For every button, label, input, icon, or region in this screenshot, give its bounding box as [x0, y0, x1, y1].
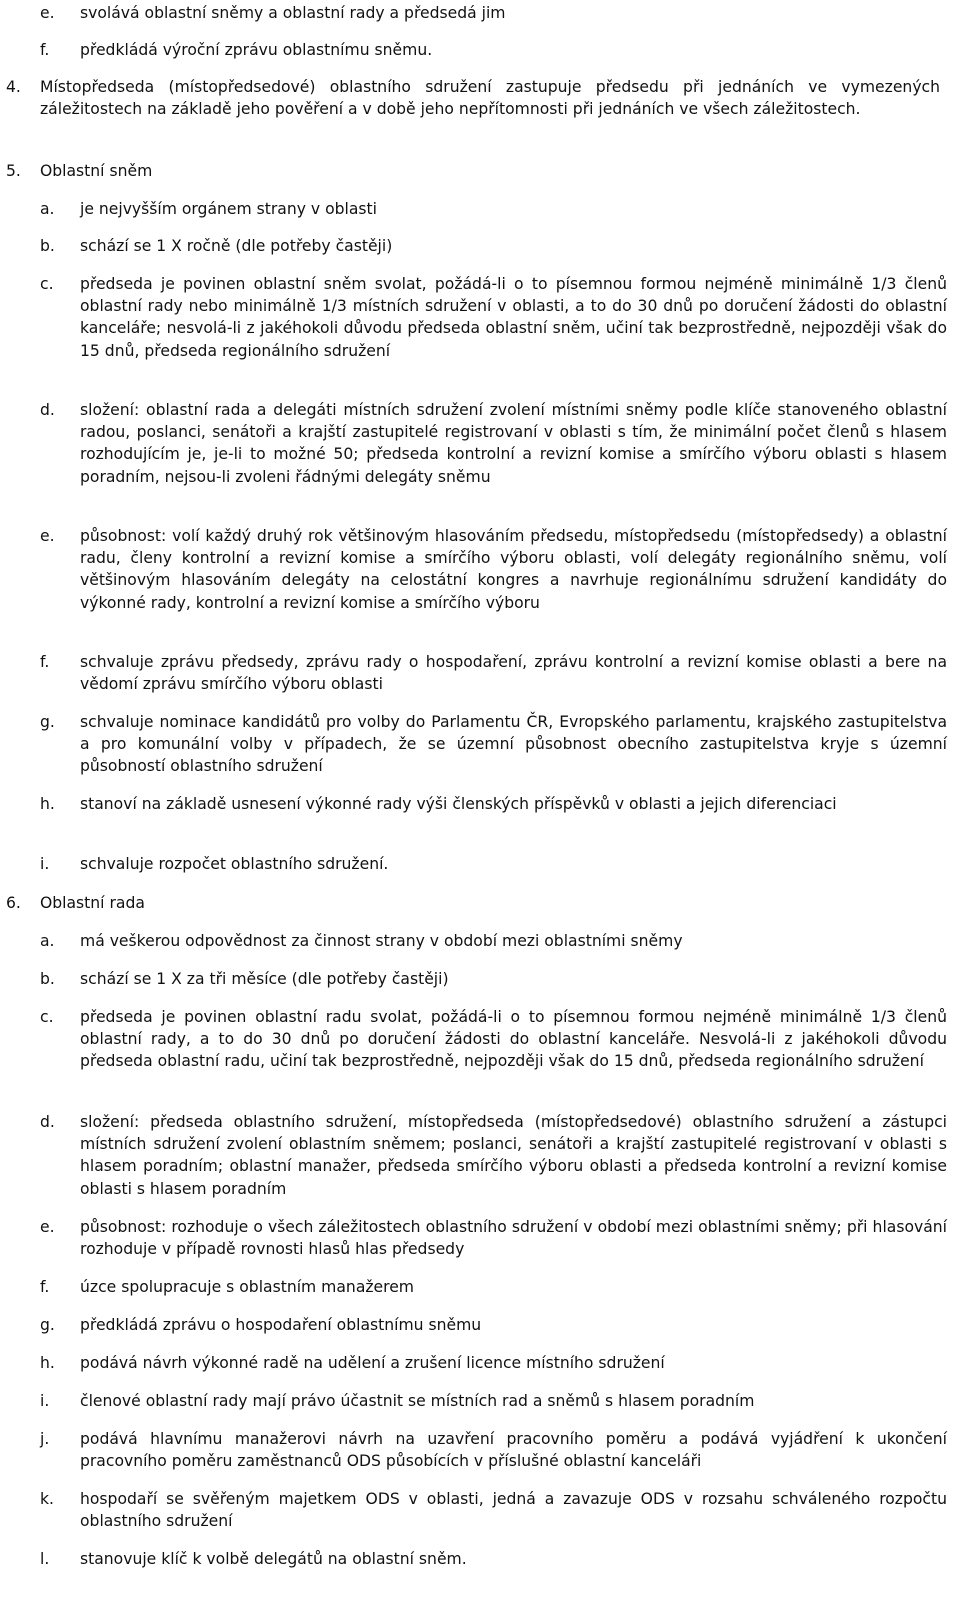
item-text: podává hlavnímu manažerovi návrh na uzavření pracovního poměru a podává vyjádření k ukončení pracovního poměru zaměstnanců ODS působících v příslušné oblastní kanceláři — [80, 1430, 947, 1471]
item-label: f. — [40, 1278, 50, 1296]
item-text: úzce spolupracuje s oblastním manažerem — [80, 1278, 415, 1296]
item-label: d. — [40, 401, 55, 419]
item-text: stanoví na základě usnesení výkonné rady výši členských příspěvků v oblasti a jejich diferenciaci — [80, 795, 837, 813]
item-label: c. — [40, 1008, 54, 1026]
item-text: schází se 1 X ročně (dle potřeby častěji) — [80, 237, 393, 255]
item-text: členové oblastní rady mají právo účastnit se místních rad a sněmů s hlasem poradním — [80, 1392, 755, 1410]
item-text: svolává oblastní sněmy a oblastní rady a předsedá jim — [80, 4, 506, 22]
item-text: předseda je povinen oblastní sněm svolat, požádá-li o to písemnou formou nejméně minimálně 1/3 členů oblastní rady nebo minimálně 1/3 místních sdružení v oblasti, a to do 30 dnů po doručení žádosti do oblastní kanceláře; nesvolá-li z jakéhokoli důvodu předseda oblastní sněm, učiní tak bezprostředně, nejpozději však do 15 dnů, předseda regionálního sdružení — [80, 275, 947, 360]
item-text: podává návrh výkonné radě na udělení a zrušení licence místního sdružení — [80, 1354, 665, 1372]
item-label: a. — [40, 932, 55, 950]
item-label: l. — [40, 1550, 50, 1568]
point-number: 6. — [6, 894, 21, 912]
section-title-oblastni-snem: Oblastní sněm — [40, 162, 153, 180]
item-label: c. — [40, 275, 54, 293]
item-label: e. — [40, 527, 55, 545]
item-text: předkládá zprávu o hospodaření oblastnímu sněmu — [80, 1316, 482, 1334]
item-text: schvaluje zprávu předsedy, zprávu rady o hospodaření, zprávu kontrolní a revizní komise oblasti a bere na vědomí zprávu smírčího výboru oblasti — [80, 653, 947, 694]
item-label: b. — [40, 237, 55, 255]
item-text: schází se 1 X za tři měsíce (dle potřeby častěji) — [80, 970, 449, 988]
item-text: stanovuje klíč k volbě delegátů na oblastní sněm. — [80, 1550, 467, 1568]
item-label: h. — [40, 795, 55, 813]
item-label: g. — [40, 713, 55, 731]
item-label: b. — [40, 970, 55, 988]
item-label: e. — [40, 4, 55, 22]
item-label: j. — [40, 1430, 50, 1448]
item-text: předkládá výroční zprávu oblastnímu sněmu. — [80, 41, 433, 59]
item-label: a. — [40, 200, 55, 218]
item-text: je nejvyšším orgánem strany v oblasti — [80, 200, 377, 218]
point-4-text: Místopředseda (místopředsedové) oblastního sdružení zastupuje předsedu při jednáních ve vymezených záležitostech na základě jeho pověření a v době jeho nepřítomnosti při jednáních ve všech záležitostech. — [40, 78, 940, 119]
item-label: d. — [40, 1113, 55, 1131]
point-number: 4. — [6, 78, 21, 96]
item-label: k. — [40, 1490, 54, 1508]
item-label: f. — [40, 41, 50, 59]
item-text: působnost: volí každý druhý rok většinovým hlasováním předsedu, místopředsedu (místopředsedy) a oblastní radu, členy kontrolní a revizní komise a smírčího výboru oblasti, volí delegáty regionálního sněmu, volí většinovým hlasováním delegáty na celostátní kongres a navrhuje regionálnímu sdružení kandidáty do výkonné rady, kontrolní a revizní komise a smírčího výboru — [80, 527, 947, 612]
item-text: předseda je povinen oblastní radu svolat, požádá-li o to písemnou formou nejméně minimálně 1/3 členů oblastní rady, a to do 30 dnů po doručení žádosti do oblastní kanceláře. Nesvolá-li z jakéhokoli důvodu předseda oblastní radu, učiní tak bezprostředně, nejpozději však do 15 dnů, předseda regionálního sdružení — [80, 1008, 947, 1071]
point-number: 5. — [6, 162, 21, 180]
item-label: e. — [40, 1218, 55, 1236]
item-label: g. — [40, 1316, 55, 1334]
item-text: složení: předseda oblastního sdružení, místopředseda (místopředsedové) oblastního sdružení a zástupci místních sdružení zvolení oblastním sněmem; poslanci, senátoři a krajští zastupitelé registrovaní v oblasti s hlasem poradním; oblastní manažer, předseda smírčího výboru oblasti a předseda kontrolní a revizní komise oblasti s hlasem poradním — [80, 1113, 947, 1198]
item-text: působnost: rozhoduje o všech záležitostech oblastního sdružení v období mezi oblastními sněmy; při hlasování rozhoduje v případě rovnosti hlasů hlas předsedy — [80, 1218, 947, 1259]
item-text: schvaluje nominace kandidátů pro volby do Parlamentu ČR, Evropského parlamentu, krajského zastupitelstva a pro komunální volby v případech, že se územní působnost obecního zastupitelstva kryje s územní působností oblastního sdružení — [80, 713, 947, 776]
section-title-oblastni-rada: Oblastní rada — [40, 894, 145, 912]
item-label: h. — [40, 1354, 55, 1372]
item-label: f. — [40, 653, 50, 671]
item-label: i. — [40, 1392, 50, 1410]
item-text: hospodaří se svěřeným majetkem ODS v oblasti, jedná a zavazuje ODS v rozsahu schváleného rozpočtu oblastního sdružení — [80, 1490, 947, 1531]
item-label: i. — [40, 855, 50, 873]
item-text: složení: oblastní rada a delegáti místních sdružení zvolení místními sněmy podle klíče stanoveného oblastní radou, poslanci, senátoři a krajští zastupitelé registrovaní v oblasti s tím, že minimální počet členů s hlasem rozhodujícím je, je-li to možné 50; předseda kontrolní a revizní komise a smírčího výboru oblasti s hlasem poradním, nejsou-li zvoleni řádnými delegáty sněmu — [80, 401, 947, 486]
item-text: schvaluje rozpočet oblastního sdružení. — [80, 855, 389, 873]
item-text: má veškerou odpovědnost za činnost strany v období mezi oblastními sněmy — [80, 932, 683, 950]
